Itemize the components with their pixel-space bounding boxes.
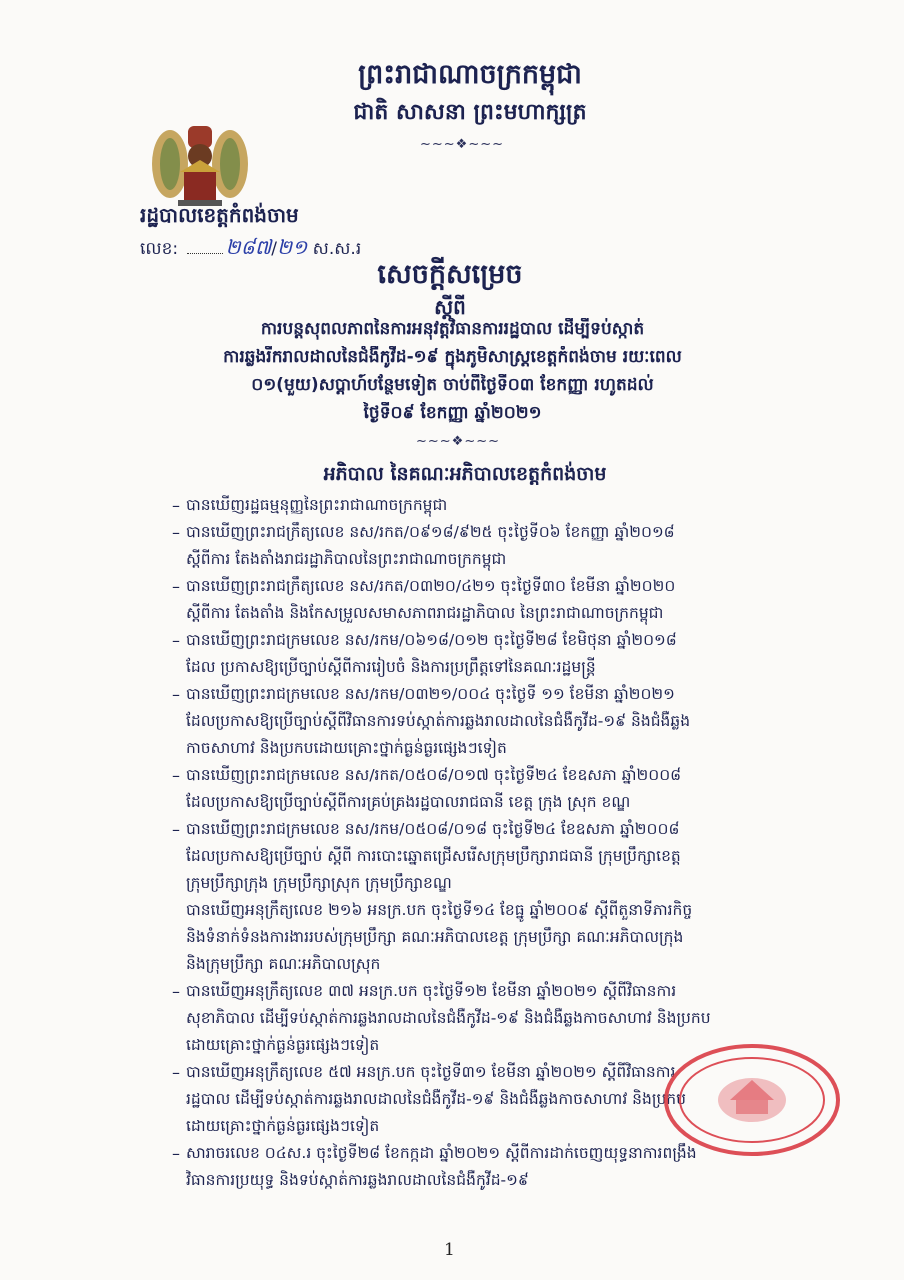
list-dash: – xyxy=(172,523,180,542)
legal-basis-line: ដែលប្រកាសឱ្យប្រើច្បាប់ស្ដីពីវិធានការទប់ស្កាត់ការឆ្លងរាលដាលនៃជំងឺកូវីដ-១៩ និងជំងឺឆ្លង xyxy=(186,712,691,730)
list-dash: – xyxy=(172,631,180,650)
legal-basis-line: ស្ដីពីការ តែងតាំងរាជរដ្ឋាភិបាលនៃព្រះរាជាណាចក្រកម្ពុជា xyxy=(186,550,507,568)
title-line: ការឆ្លងរីករាលដាលនៃជំងឺកូវីដ-១៩ ក្នុងភូមិសាស្ត្រខេត្តកំពង់ចាម រយៈពេល xyxy=(223,347,682,367)
legal-basis-line: បានឃើញព្រះរាជក្រឹត្យលេខ នស/រកត/០៩១៨/៩២៥ ចុះថ្ងៃទី០៦ ខែកញ្ញា ឆ្នាំ២០១៨ xyxy=(186,523,675,541)
page-number: 1 xyxy=(444,1240,455,1260)
header-ornament: ~~~❖~~~ xyxy=(420,137,505,152)
reference-number: លេខ: ២៨៧/២១ ស.ស.រ xyxy=(140,235,362,259)
legal-basis-line: កាចសាហាវ និងប្រកបដោយគ្រោះថ្នាក់ធ្ងន់ធ្ងរផ្សេងៗទៀត xyxy=(186,739,507,757)
title-line: ថ្ងៃទី០៩ ខែកញ្ញា ឆ្នាំ២០២១ xyxy=(363,403,542,423)
legal-basis-line: ក្រុមប្រឹក្សាក្រុង ក្រុមប្រឹក្សាស្រុក ក្រុមប្រឹក្សាខណ្ឌ xyxy=(186,874,452,892)
legal-basis-line: ដែលប្រកាសឱ្យប្រើច្បាប់ស្ដីពីការគ្រប់គ្រងរដ្ឋបាលរាជធានី ខេត្ត ក្រុង ស្រុក ខណ្ឌ xyxy=(186,793,631,811)
legal-basis-item xyxy=(172,762,846,816)
legal-basis-line: ដោយគ្រោះថ្នាក់ធ្ងន់ធ្ងរផ្សេងៗទៀត xyxy=(186,1117,380,1135)
legal-basis-item xyxy=(172,492,846,519)
legal-basis-line: ដោយគ្រោះថ្នាក់ធ្ងន់ធ្ងរផ្សេងៗទៀត xyxy=(186,1036,380,1054)
document-about-label: ស្ដីពី xyxy=(434,295,466,319)
reference-suffix: ស.ស.រ xyxy=(312,239,362,259)
legal-basis-line: បានឃើញអនុក្រឹត្យលេខ ៥៧ អនក្រ.បក ចុះថ្ងៃទី៣១ ខែមីនា ឆ្នាំ២០២១ ស្ដីពីវិធានការ xyxy=(186,1063,676,1081)
national-motto: ជាតិ សាសនា ព្រះមហាក្សត្រ xyxy=(353,100,587,125)
title-line: ០១(មួយ)សប្តាហ៍បន្ថែមទៀត ចាប់ពីថ្ងៃទី០៣ ខែកញ្ញា រហូតដល់ xyxy=(251,375,654,395)
reference-rule xyxy=(187,253,223,254)
legal-basis-line: សារាចរលេខ ០៤ស.រ ចុះថ្ងៃទី២៨ ខែកក្កដា ឆ្នាំ២០២១ ស្ដីពីការដាក់ចេញយុទ្ធនាការពង្រឹង xyxy=(186,1144,697,1162)
legal-basis-line: និងទំនាក់ទំនងការងាររបស់ក្រុមប្រឹក្សា គណៈអភិបាលខេត្ត ក្រុមប្រឹក្សា គណៈអភិបាលក្រុង xyxy=(186,928,684,946)
legal-basis-line: សុខាភិបាល ដើម្បីទប់ស្កាត់ការឆ្លងរាលដាលនៃជំងឺកូវីដ-១៩ និងជំងឺឆ្លងកាចសាហាវ និងប្រកប xyxy=(186,1009,711,1027)
list-dash: – xyxy=(172,766,180,785)
legal-basis-line: បានឃើញព្រះរាជក្រមលេខ នស/រកម/០៣២១/០០៤ ចុះថ្ងៃទី ១១ ខែមីនា ឆ្នាំ២០២១ xyxy=(186,685,675,703)
authority-heading: អភិបាល នៃគណៈអភិបាលខេត្តកំពង់ចាម xyxy=(323,463,607,485)
legal-basis-line: បានឃើញព្រះរាជក្រឹត្យលេខ នស/រកត/០៣២០/៤២១ ចុះថ្ងៃទី៣០ ខែមីនា ឆ្នាំ២០២០ xyxy=(186,577,676,595)
reference-handwritten-number: ២៨៧ xyxy=(225,235,272,259)
legal-basis-line: បានឃើញព្រះរាជក្រមលេខ នស/រកម/០៥០៨/០១៨ ចុះថ្ងៃទី២៤ ខែឧសភា ឆ្នាំ២០០៨ xyxy=(186,820,680,838)
issuing-authority-name: រដ្ឋបាលខេត្តកំពង់ចាម xyxy=(140,203,299,227)
legal-basis-line: រដ្ឋបាល ដើម្បីទប់ស្កាត់ការឆ្លងរាលដាលនៃជំងឺកូវីដ-១៩ និងជំងឺឆ្លងកាចសាហាវ និងប្រកប xyxy=(186,1090,686,1108)
title-line: ការបន្តសុពលភាពនៃការអនុវត្តវិធានការរដ្ឋបាល ដើម្បីទប់ស្កាត់ xyxy=(260,319,645,339)
legal-basis-line: បានឃើញអនុក្រឹត្យលេខ ៣៧ អនក្រ.បក ចុះថ្ងៃទី១២ ខែមីនា ឆ្នាំ២០២១ ស្ដីពីវិធានការ xyxy=(186,982,677,1000)
legal-basis-line: ដែល ប្រកាសឱ្យប្រើច្បាប់ស្ដីពីការរៀបចំ និងការប្រព្រឹត្តទៅនៃគណៈរដ្ឋមន្ត្រី xyxy=(186,658,596,676)
list-dash: – xyxy=(172,820,180,839)
document-type: សេចក្ដីសម្រេច xyxy=(377,259,523,290)
list-dash: – xyxy=(172,1063,180,1082)
legal-basis-item xyxy=(172,816,846,897)
legal-basis-item xyxy=(172,627,846,681)
legal-basis-line: បានឃើញរដ្ឋធម្មនុញ្ញនៃព្រះរាជាណាចក្រកម្ពុជា xyxy=(186,496,448,514)
legal-basis-line: ស្ដីពីការ តែងតាំង និងកែសម្រួលសមាសភាពរាជរដ្ឋាភិបាល នៃព្រះរាជាណាចក្រកម្ពុជា xyxy=(186,604,664,622)
provincial-emblem-icon xyxy=(140,112,260,212)
title-ornament: ~~~❖~~~ xyxy=(416,434,501,449)
list-dash: – xyxy=(172,496,180,515)
legal-basis-line: និងក្រុមប្រឹក្សា គណៈអភិបាលស្រុក xyxy=(186,955,381,973)
list-dash: – xyxy=(172,685,180,704)
legal-basis-item xyxy=(172,573,846,627)
reference-handwritten-year: ២១ xyxy=(276,235,308,259)
legal-basis-item xyxy=(172,519,846,573)
legal-basis-line: បានឃើញព្រះរាជក្រមលេខ នស/រកត/០៥០៨/០១៧ ចុះថ្ងៃទី២៤ ខែឧសភា ឆ្នាំ២០០៨ xyxy=(186,766,682,784)
kingdom-heading: ព្រះរាជាណាចក្រកម្ពុជា xyxy=(358,59,582,90)
list-dash: – xyxy=(172,1144,180,1163)
legal-basis-item xyxy=(186,897,846,978)
legal-basis-line: វិធានការប្រយុទ្ធ និងទប់ស្កាត់ការឆ្លងរាលដាលនៃជំងឺកូវីដ-១៩ xyxy=(186,1171,529,1189)
reference-label: លេខ: xyxy=(140,239,179,259)
legal-basis-line: បានឃើញអនុក្រឹត្យលេខ ២១៦ អនក្រ.បក ចុះថ្ងៃទី១៤ ខែធ្នូ ឆ្នាំ២០០៩ ស្ដីពីតួនាទីភារកិច្ច xyxy=(186,901,693,919)
legal-basis-item xyxy=(172,681,846,762)
list-dash: – xyxy=(172,982,180,1001)
legal-basis-line: បានឃើញព្រះរាជក្រមលេខ នស/រកម/០៦១៨/០១២ ចុះថ្ងៃទី២៨ ខែមិថុនា ឆ្នាំ២០១៨ xyxy=(186,631,677,649)
list-dash: – xyxy=(172,577,180,596)
legal-basis-line: ដែលប្រកាសឱ្យប្រើច្បាប់ ស្ដីពី ការបោះឆ្នោតជ្រើសរើសក្រុមប្រឹក្សារាជធានី ក្រុមប្រឹក្សាខេត្ត xyxy=(186,847,681,865)
official-seal-stamp xyxy=(652,1040,842,1160)
